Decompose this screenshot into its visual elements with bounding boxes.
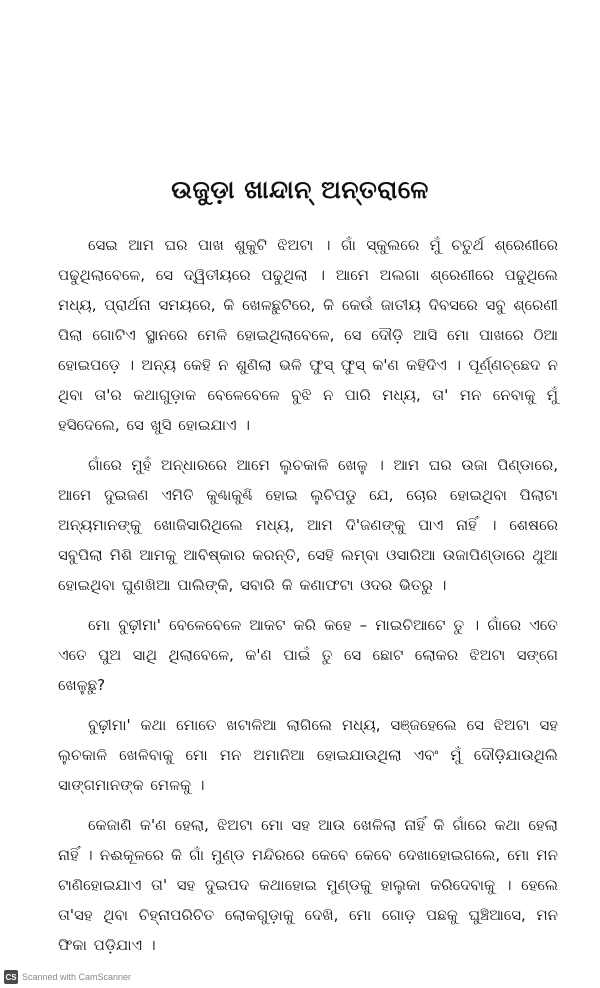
paragraph-1: ସେଇ ଆମ ଘର ପାଖ ଶୁକୁଟି ଝିଅଟା । ଗାଁ ସ୍କୁଲରେ ମୁଁ ଚତୁର୍ଥ ଶ୍ରେଣୀରେ ପଢୁଥିଲାବେଳେ, ସେ ଦ୍ୱିତୀୟରେ ପଢୁଥିଲା । ଆମେ ଅଲଗା ଶ୍ରେଣୀରେ ପଢୁଥିଲେ ମଧ୍ୟ, ପ୍ରାର୍ଥନା ସମୟରେ, କି ଖେଳଛୁଟିରେ, କି କେଉଁ ଜାତୀୟ ଦିବସରେ ସବୁ ଶ୍ରେଣୀ ପିଲା ଗୋଟିଏ ସ୍ଥାନରେ ମେଳି ହୋଇଥିଲାବେଳେ, ସେ ଦୌଡ଼ି ଆସି ମୋ ପାଖରେ ଠିଆ ହୋଇପଡ଼େ । ଅନ୍ୟ କେହି ନ ଶୁଣିଲା ଭଳି ଫୁସ୍ ଫୁସ୍ କ'ଣ କହିଦିଏ । ପୂର୍ଣ୍ଣଚ୍ଛେଦ ନ ଥିବା ତା'ର କଥାଗୁଡ଼ାକ ବେଳେବେଳେ ବୁଝି ନ ପାରି ମଧ୍ୟ, ତା' ମନ ନେବାକୁ ମୁଁ ହସିଦେଲେ, ସେ ଖୁସି ହୋଇଯାଏ । bbox=[58, 236, 558, 434]
paragraph-5: କେଜାଣି କ'ଣ ହେଲା, ଝିଅଟା ମୋ ସହ ଆଉ ଖେଳିଲା ନାହିଁ କି ଗାଁରେ କଥା ହେଲା ନାହିଁ । ନଈକୂଳରେ କି ଗାଁ ମୁଣ୍ଡ ମନ୍ଦିରରେ କେବେ କେବେ ଦେଖାହୋଇଗଲେ, ମୋ ମନ ଟାଣିହୋଇଯାଏ ତା' ସହ ଦୁଇପଦ କଥାହୋଇ ମୁଣ୍ଡକୁ ହାଲୁକା କରିଦେବାକୁ । ହେଲେ ତା'ସହ ଥିବା ଚିହ୍ନାପରିଚିତ ଲୋକଗୁଡ଼ାକୁ ଦେଖି, ମୋ ଗୋଡ଼ ପଛକୁ ଘୁଞ୍ଚିଆସେ, ମନ ଫିକା ପଡ଼ିଯାଏ । bbox=[58, 816, 558, 954]
paragraph-4: ବୁଢ଼ୀମା' କଥା ମୋତେ ଖଟାଳିଆ ଲାଗିଲେ ମଧ୍ୟ, ସଞ୍ଜହେଲେ ସେ ଝିଅଟା ସହ ଲୁଚକାଳି ଖେଳିବାକୁ ମୋ ମନ ଅମାନିଆ ହୋଇଯାଉଥିଲା ଏବଂ ମୁଁ ଦୌଡ଼ିଯାଉଥିଲି ସାଙ୍ଗମାନଙ୍କ ମେଳକୁ । bbox=[58, 716, 558, 794]
story-body bbox=[58, 230, 558, 970]
paragraph-3: ମୋ ବୁଢ଼ୀମା' ବେଳେବେଳେ ଆକଟ କରି କହେ – ମାଇଚିଆଟେ ତୁ । ଗାଁରେ ଏତେ ଏତେ ପୁଅ ସାଥି ଥିଲାବେଳେ, କ'ଣ ପାଇଁ ତୁ ସେ ଛୋଟ ଲୋକର ଝିଅଟା ସଙ୍ଗେ ଖେଳୁଛୁ? bbox=[58, 616, 558, 694]
scanner-watermark bbox=[4, 969, 131, 985]
paragraph-2: ଗାଁରେ ମୁହଁ ଅନ୍ଧାରରେ ଆମେ ଲୁଚକାଳି ଖେଳୁ । ଆମ ଘର ଉଜା ପିଣ୍ଡାରେ, ଆମେ ଦୁଇଜଣ ଏମିତି କୁଣ୍ଢାକୁଣ୍ଢି ହୋଇ ଲୁଚିପଡୁ ଯେ, ଚୋର ହୋଇଥିବା ପିଲାଟା ଅନ୍ୟମାନଙ୍କୁ ଖୋଜିସାରିଥିଲେ ମଧ୍ୟ, ଆମ ଦି'ଜଣଙ୍କୁ ପାଏ ନାହିଁ । ଶେଷରେ ସବୁପିଲା ମିଶି ଆମକୁ ଆବିଷ୍କାର କରନ୍ତି, ସେହି ଲମ୍ବା ଓସାରିଆ ଉଜାପିଣ୍ଡାରେ ଥୁଆ ହୋଇଥିବା ଘୁଣଖିଆ ପାଲିଙ୍କି, ସବାରି କି କଣାଫଟା ଓଦର ଭିତରୁ । bbox=[58, 456, 558, 594]
story-title: ଉଜୁଡ଼ା ଖାନ୍ଦାନ୍ ଅନ୍ତରାଳେ bbox=[171, 175, 429, 204]
camscanner-logo-icon: CS bbox=[4, 970, 18, 984]
watermark-text: Scanned with CamScanner bbox=[22, 972, 132, 982]
